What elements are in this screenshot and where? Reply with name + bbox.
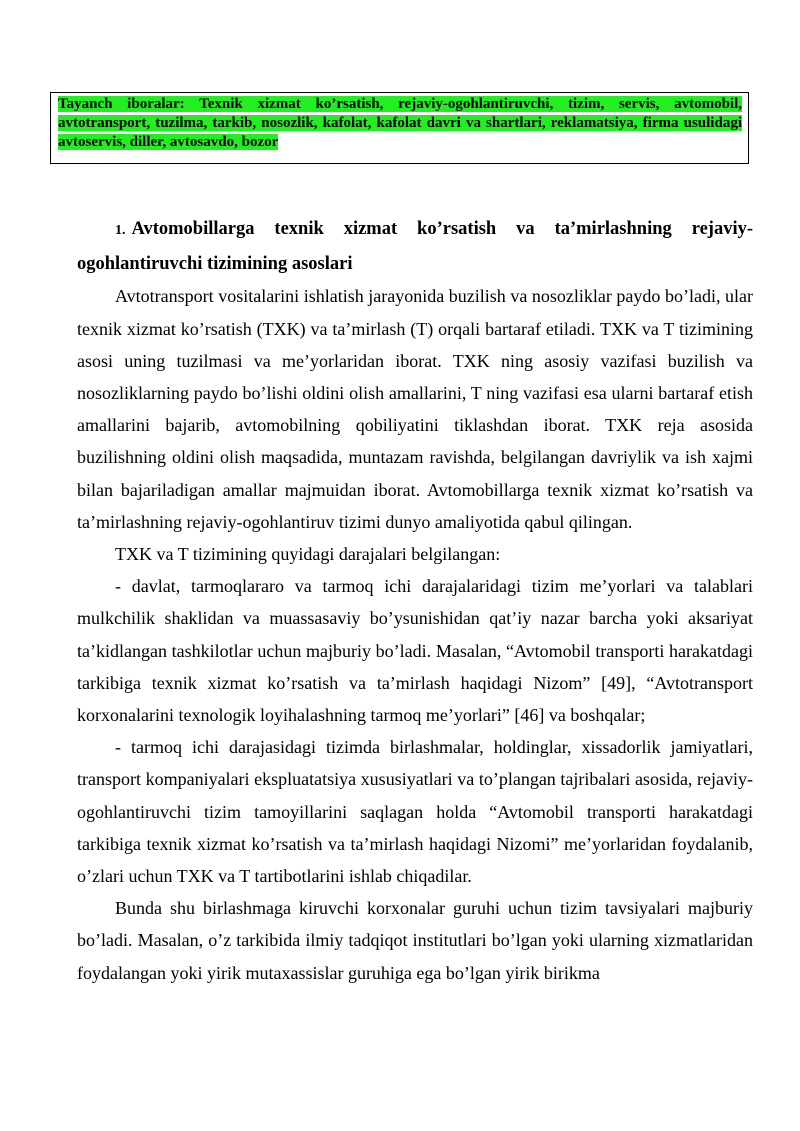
- paragraph: Avtotransport vositalarini ishlatish jarayonida buzilish va nosozliklar paydo bo’ladi, ular texnik xizmat ko’rsatish (TXK) va ta’mirlash (T) orqali bartaraf etiladi. TXK va T tizimining asosi uning tuzilmasi va me’yorlaridan iborat. TXK ning asosiy vazifasi buzilish va nosozliklarning paydo bo’lishi oldini olish amallarini, T ning vazifasi esa ularni bartaraf etish amallarini bajarib, avtomobilning qobiliyatini tiklashdan iborat. TXK reja asosida buzilishning oldini olish maqsadida, muntazam ravishda, belgilangan davriylik va ish xajmi bilan bajariladigan amallar majmuidan iborat. Avtomobillarga texnik xizmat ko’rsatish va ta’mirlashning rejaviy-ogohlantiruv tizimi dunyo amaliyotida qabul qilingan.: [77, 286, 753, 532]
- list-item-paragraph: - tarmoq ichi darajasidagi tizimda birlashmalar, holdinglar, xissadorlik jamiyatlari, transport kompaniyalari ekspluatatsiya xususiyatlari va to’plangan tajribalari asosida, rejaviy-ogohlantiruvchi tizim tamoyillarini saqlagan holda “Avtomobil transporti harakatdagi tarkibiga texnik xizmat ko’rsatish va ta’mirlash haqidagi Nizomi” me’yorlaridan foydalanib, o’zlari uchun TXK va T tartibotlarini ishlab chiqadilar.: [77, 737, 753, 887]
- paragraph: Bunda shu birlashmaga kiruvchi korxonalar guruhi uchun tizim tavsiyalari majburiy bo’ladi. Masalan, o’z tarkibida ilmiy tadqiqot institutlari bo’lgan yoki ularning xizmatlaridan foydalangan yoki yirik mutaxassislar guruhiga ega bo’lgan yirik birikma: [77, 898, 753, 983]
- paragraph: TXK va T tizimining quyidagi darajalari belgilangan:: [115, 544, 501, 565]
- list-item-paragraph: - davlat, tarmoqlararo va tarmoq ichi darajalaridagi tizim me’yorlari va talablari mulkchilik shaklidan va muassasaviy bo’ysunishidan qat’iy nazar barcha yoki aksariyat ta’kidlangan tashkilotlar uchun majburiy bo’ladi. Masalan, “Avtomobil transporti harakatdagi tarkibiga texnik xizmat ko’rsatish va ta’mirlash haqidagi Nizom” [49], “Avtotransport korxonalarini texnologik loyihalashning tarmoq me’yorlari” [46] va boshqalar;: [77, 576, 753, 726]
- keywords-box: [50, 92, 749, 164]
- document-body: [77, 212, 753, 989]
- keywords-text: [58, 95, 742, 152]
- section-number: 1.: [115, 223, 126, 238]
- keywords-highlight: Tayanch iboralar: Texnik xizmat ko’rsatish, rejaviy-ogohlantiruvchi, tizim, servis, avtomobil, avtotransport, tuzilma, tarkib, nosozlik, kafolat, kafolat davri va shartlari, reklamatsiya, firma usulidagi avtoservis, diller, avtosavdo, bozor: [58, 96, 742, 150]
- section-heading: [77, 212, 753, 280]
- section-title: Avtomobillarga texnik xizmat ko’rsatish va ta’mirlashning rejaviy-ogohlantiruvchi tizimining asoslari: [77, 219, 753, 275]
